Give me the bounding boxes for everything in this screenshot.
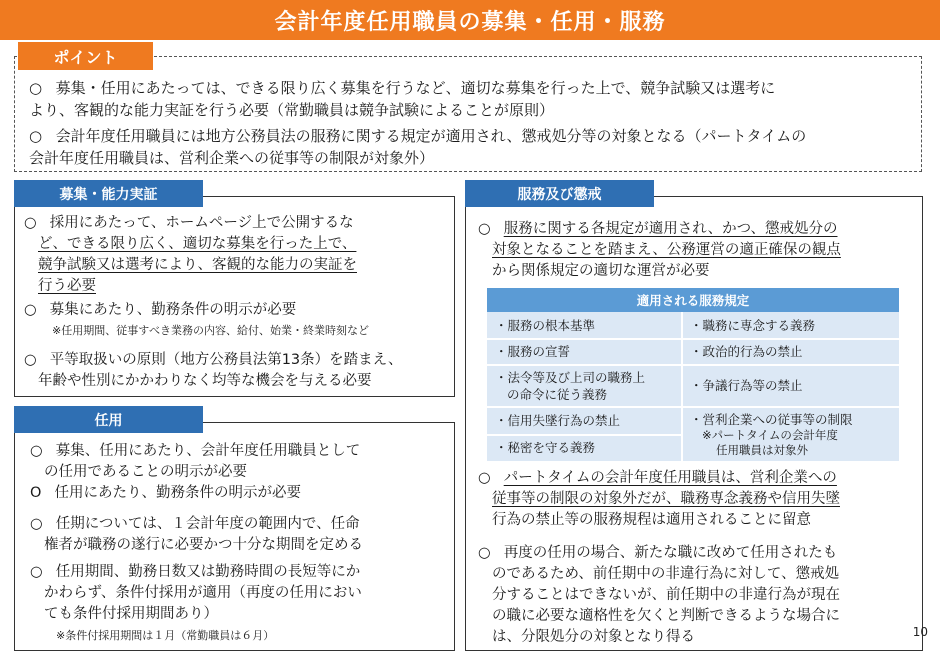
table-row-divider — [487, 406, 899, 408]
rule-left-3: ・法令等及び上司の職務上 の命令に従う義務 — [495, 370, 646, 402]
recruitment-item-2: ○ 募集にあたり、勤務条件の明示が必要 — [24, 302, 297, 318]
recruitment-item-3: ○ 平等取扱いの原則（地方公務員法第13条）を踏まえ、 年齢や性別にかかわりなく均等な機会を与える必要 — [24, 352, 403, 389]
rule-right-4: ・営利企業への従事等の制限 ※パートタイムの会計年度 任用職員は対象外 — [690, 412, 853, 457]
point-text: 会計年度任用職員は、営利企業への従事等の制限が対象外） — [29, 149, 435, 167]
point-text: 募集・任用にあたっては、できる限り広く募集を行うなど、適切な募集を行った上で、競争試験又は選考に — [55, 79, 776, 97]
appointment-item-4: ○ 任用期間、勤務日数又は勤務時間の長短等にか かわらず、条件付採用が適用（再度の任用におい ても条件付採用期間あり） — [30, 564, 362, 622]
point-text: より、客観的な能力実証を行う必要（常勤職員は競争試験によることが原則） — [29, 101, 555, 119]
point-box — [14, 56, 922, 172]
service-rules-table — [487, 288, 899, 461]
discipline-item-1: ○ 服務に関する各規定が適用され、かつ、懲戒処分の 対象となることを踏まえ、公務運営の適正確保の観点 から関係規定の適切な運営が必要 — [478, 221, 841, 279]
bullet-icon: ○ — [30, 516, 43, 532]
rule-right-1: ・職務に専念する義務 — [690, 318, 816, 333]
discipline-header: 服務及び懲戒 — [465, 180, 654, 207]
rule-right-3: ・争議行為等の禁止 — [690, 378, 803, 393]
point-text: 会計年度任用職員には地方公務員法の服務に関する規定が適用され、懲戒処分等の対象となる（パートタイムの — [55, 127, 807, 145]
appointment-item-1: ○ 募集、任用にあたり、会計年度任用職員として の任用であることの明示が必要 — [30, 443, 361, 480]
bullet-icon: ○ — [478, 545, 491, 561]
page-number: 10 — [912, 625, 928, 639]
bullet-icon: ○ — [24, 215, 37, 231]
table-row-divider — [487, 434, 681, 436]
bullet-icon: ○ — [24, 302, 37, 318]
rule-right-2: ・政治的行為の禁止 — [690, 344, 803, 359]
bullet-icon: ○ — [30, 564, 43, 580]
bullet-icon: ○ — [478, 470, 491, 486]
rule-left-5: ・秘密を守る義務 — [495, 440, 596, 455]
bullet-icon: ○ — [30, 443, 43, 459]
bullet-icon: ○ — [478, 221, 491, 237]
appointment-item-3: ○ 任期については、１会計年度の範囲内で、任命 権者が職務の遂行に必要かつ十分な期間を定める — [30, 516, 363, 553]
rule-left-1: ・服務の根本基準 — [495, 318, 596, 333]
table-divider — [681, 312, 683, 461]
discipline-item-2: ○ パートタイムの会計年度任用職員は、営利企業への 従事等の制限の対象外だが、職務専念義務や信用失墜 行為の禁止等の服務規程は適用されることに留意 — [478, 470, 840, 528]
recruitment-header: 募集・能力実証 — [14, 180, 203, 207]
appointment-item-2: O 任用にあたり、勤務条件の明示が必要 — [30, 485, 301, 501]
appointment-header: 任用 — [14, 406, 203, 433]
point-tab: ポイント — [18, 42, 153, 70]
point-item-1 — [29, 77, 911, 121]
bullet-icon: ○ — [29, 79, 43, 97]
recruitment-note: ※任用期間、従事すべき業務の内容、給付、始業・終業時刻など — [52, 324, 369, 337]
page-title: 会計年度任用職員の募集・任用・服務 — [274, 9, 666, 35]
discipline-item-3: ○ 再度の任用の場合、新たな職に改めて任用されたも のであるため、前任期中の非違行為に対して、懲戒処 分することはできないが、前任期中の非違行為が現在 の職に必要な適格性を欠くと判断できるような場合に は、分限処分の対象となり得る — [478, 545, 840, 645]
bullet-icon: O — [30, 485, 42, 501]
bullet-icon: ○ — [29, 127, 43, 145]
recruitment-item-1: ○ 採用にあたって、ホームページ上で公開するな ど、できる限り広く、適切な募集を行った上で、 競争試験又は選考により、客観的な能力の実証を 行う必要 — [24, 215, 357, 294]
appointment-note: ※条件付採用期間は１月（常勤職員は６月） — [56, 629, 275, 642]
title-bar — [0, 0, 940, 40]
rule-left-2: ・服務の宣誓 — [495, 344, 571, 359]
rule-left-4: ・信用失墜行為の禁止 — [495, 413, 621, 428]
bullet-icon: ○ — [24, 352, 37, 368]
rules-table-header: 適用される服務規定 — [487, 288, 899, 312]
point-item-2 — [29, 125, 911, 169]
table-row-divider — [487, 338, 899, 340]
table-row-divider — [487, 364, 899, 366]
